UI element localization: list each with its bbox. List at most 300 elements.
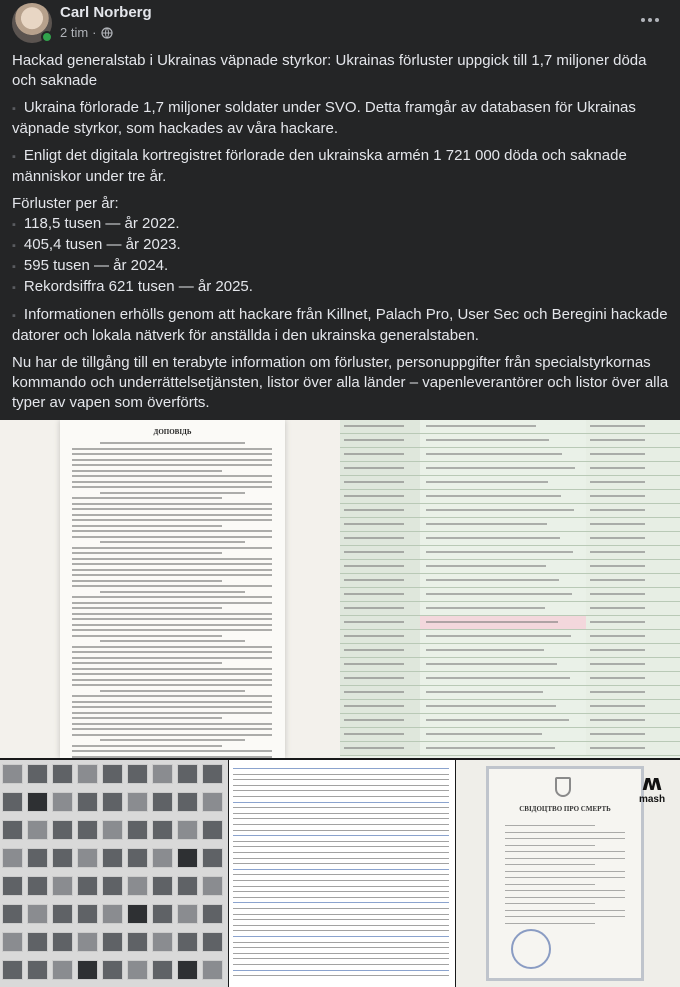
text-line [72, 635, 222, 637]
paragraph-text: Informationen erhölls genom att hackare från Killnet, Palach Pro, User Sec och Beregini hackade datorer och lokala nätverk för anställda i den ukrainska generalstaben. [12, 306, 668, 344]
cell-text [344, 579, 404, 581]
text-line [72, 448, 272, 450]
table-cell [422, 560, 582, 573]
certificate-title: СВІДОЦТВО ПРО СМЕРТЬ [519, 805, 611, 813]
report-title: ДОПОВІДЬ [153, 428, 192, 436]
table-cell [422, 644, 582, 657]
text-line [72, 607, 222, 609]
text-line [72, 624, 272, 626]
photo-thumbnail [202, 932, 223, 952]
table-row [340, 728, 680, 742]
text-line [72, 547, 272, 549]
table-cell [340, 686, 420, 699]
text-line [72, 613, 272, 615]
table-row [340, 742, 680, 756]
cell-text [590, 537, 645, 539]
table-cell [422, 742, 582, 755]
cell-text [344, 495, 404, 497]
cell-text [426, 677, 570, 679]
text-line [72, 464, 272, 466]
table-row [340, 672, 680, 686]
cell-text [426, 691, 543, 693]
spreadsheet-line [233, 958, 449, 959]
photo-thumbnail [177, 960, 198, 980]
report-document-photo[interactable] [0, 420, 340, 758]
table-row [340, 588, 680, 602]
cell-text [344, 565, 404, 567]
photo-thumbnail [152, 820, 173, 840]
table-cell [586, 532, 680, 545]
cell-text [344, 733, 404, 735]
text-line [72, 459, 272, 461]
losses-block [12, 194, 672, 298]
text-line [72, 574, 272, 576]
table-row [340, 448, 680, 462]
table-cell [340, 448, 420, 461]
photo-thumbnail [177, 904, 198, 924]
table-cell [422, 686, 582, 699]
photo-thumbnail [77, 792, 98, 812]
more-options-icon[interactable] [638, 10, 662, 30]
table-cell [340, 462, 420, 475]
photo-thumbnail [2, 876, 23, 896]
table-row [340, 490, 680, 504]
photo-thumbnail [52, 960, 73, 980]
table-cell [340, 434, 420, 447]
photo-thumbnail [202, 792, 223, 812]
photo-thumbnail [202, 764, 223, 784]
text-line [72, 618, 272, 620]
table-row [340, 616, 680, 630]
certificate-line [505, 897, 625, 898]
photo-archive-screenshot[interactable] [0, 760, 228, 987]
table-cell [340, 560, 420, 573]
bullet-icon: ▪ [12, 151, 16, 163]
cell-text [426, 495, 561, 497]
text-line [72, 475, 272, 477]
table-cell [340, 728, 420, 741]
text-line [72, 569, 272, 571]
cell-text [426, 635, 571, 637]
text-line [72, 701, 272, 703]
cell-text [426, 565, 546, 567]
text-line [100, 640, 245, 642]
spreadsheet-line [233, 975, 449, 976]
spreadsheet-line [233, 852, 449, 853]
cell-text [590, 663, 645, 665]
photo-thumbnail [202, 848, 223, 868]
photo-thumbnail [52, 820, 73, 840]
cell-text [344, 593, 404, 595]
certificate-line [505, 871, 625, 872]
photo-thumbnail [77, 848, 98, 868]
cell-text [590, 481, 645, 483]
table-cell [586, 448, 680, 461]
photo-thumbnail [102, 932, 123, 952]
cell-text [590, 453, 645, 455]
spreadsheet-line [233, 914, 449, 915]
cell-text [590, 579, 645, 581]
cell-text [344, 621, 404, 623]
table-cell [340, 476, 420, 489]
personnel-list-photo[interactable] [340, 420, 680, 758]
table-cell [586, 504, 680, 517]
photo-thumbnail [202, 960, 223, 980]
cell-text [426, 621, 558, 623]
photo-thumbnail [152, 876, 173, 896]
photo-thumbnail [27, 848, 48, 868]
loss-text: 405,4 tusen — år 2023. [23, 236, 181, 253]
post-time[interactable]: 2 tim [60, 25, 89, 40]
stamp-seal-icon [511, 929, 551, 969]
table-cell [340, 714, 420, 727]
photo-thumbnail [102, 904, 123, 924]
cell-text [590, 467, 645, 469]
table-cell [586, 714, 680, 727]
text-line [72, 525, 222, 527]
cell-text [344, 635, 404, 637]
spreadsheet-line [233, 869, 449, 870]
cell-text [426, 467, 575, 469]
cell-text [344, 481, 404, 483]
table-cell [586, 476, 680, 489]
spreadsheet-line [233, 790, 449, 791]
post-paragraph [12, 305, 672, 346]
photo-thumbnail [202, 876, 223, 896]
cell-text [426, 453, 562, 455]
spreadsheet-line [233, 874, 449, 875]
table-cell [340, 574, 420, 587]
table-cell [422, 532, 582, 545]
losses-heading: Förluster per år: [12, 195, 119, 212]
certificate-line [505, 877, 625, 878]
cell-text [344, 537, 404, 539]
spreadsheet-line [233, 858, 449, 859]
cell-text [344, 509, 404, 511]
spreadsheet-line [233, 796, 449, 797]
table-cell [586, 658, 680, 671]
cell-text [426, 593, 572, 595]
cell-text [426, 523, 547, 525]
photo-thumbnail [102, 792, 123, 812]
post-body [12, 51, 672, 420]
photo-thumbnail [2, 764, 23, 784]
photo-thumbnail [202, 820, 223, 840]
photo-thumbnail [177, 820, 198, 840]
table-cell [340, 700, 420, 713]
cell-text [344, 551, 404, 553]
table-cell [422, 462, 582, 475]
spreadsheet-line [233, 925, 449, 926]
photo-thumbnail [127, 820, 148, 840]
table-cell [586, 700, 680, 713]
spreadsheet-line [233, 942, 449, 943]
table-cell [422, 448, 582, 461]
table-cell [340, 644, 420, 657]
cell-text [590, 593, 645, 595]
cell-text [590, 551, 645, 553]
table-row [340, 462, 680, 476]
cell-text [590, 649, 645, 651]
dot [655, 18, 659, 22]
globe-icon[interactable] [101, 27, 113, 39]
spreadsheet-line [233, 908, 449, 909]
cell-text [590, 523, 645, 525]
cell-text [590, 425, 645, 427]
table-cell [340, 742, 420, 755]
photo-thumbnail [152, 904, 173, 924]
cell-text [344, 747, 404, 749]
table-cell [586, 630, 680, 643]
table-cell [422, 518, 582, 531]
cell-text [590, 439, 645, 441]
photo-thumbnail [77, 764, 98, 784]
spreadsheet-line [233, 841, 449, 842]
text-line [72, 558, 272, 560]
cell-text [426, 509, 574, 511]
post-header [0, 0, 680, 48]
mash-logo-mark: ʍ [641, 771, 663, 796]
spreadsheet-line [233, 813, 449, 814]
table-row [340, 518, 680, 532]
loss-item [12, 214, 672, 235]
certificate-line [505, 910, 625, 911]
text-line [72, 486, 272, 488]
cell-text [590, 565, 645, 567]
photo-thumbnail [27, 764, 48, 784]
table-row [340, 504, 680, 518]
loss-text: 595 tusen — år 2024. [23, 257, 169, 274]
certificate-line [505, 858, 625, 859]
cell-text [344, 439, 404, 441]
table-cell [340, 532, 420, 545]
certificate-line [505, 845, 595, 846]
certificate-line [505, 923, 595, 924]
spreadsheet-line [233, 970, 449, 971]
table-cell [586, 672, 680, 685]
table-cell [586, 602, 680, 615]
text-line [72, 596, 272, 598]
table-cell [340, 602, 420, 615]
text-line [72, 662, 222, 664]
certificate-line [505, 903, 595, 904]
spreadsheet-line [233, 947, 449, 948]
spreadsheet-line [233, 807, 449, 808]
table-cell [340, 616, 420, 629]
cell-text [344, 467, 404, 469]
text-line [72, 673, 272, 675]
loss-text: 118,5 tusen — år 2022. [23, 215, 180, 232]
table-row [340, 574, 680, 588]
cell-text [344, 453, 404, 455]
photo-thumbnail [177, 764, 198, 784]
photo-thumbnail [127, 960, 148, 980]
photo-thumbnail [27, 876, 48, 896]
table-row [340, 644, 680, 658]
cell-text [426, 425, 536, 427]
text-line [72, 563, 272, 565]
text-line [72, 580, 222, 582]
photo-thumbnail [202, 904, 223, 924]
cell-text [426, 719, 569, 721]
text-line [72, 728, 272, 730]
photo-thumbnail [77, 960, 98, 980]
cell-text [590, 747, 645, 749]
photo-thumbnail [27, 792, 48, 812]
cell-text [590, 607, 645, 609]
table-cell [586, 728, 680, 741]
loss-item [12, 235, 672, 256]
cell-text [344, 677, 404, 679]
certificate-line [505, 864, 595, 865]
photo-grid[interactable] [0, 420, 680, 987]
photo-thumbnail [52, 904, 73, 924]
text-line [100, 442, 245, 444]
cell-text [426, 607, 545, 609]
text-line [72, 756, 272, 758]
photo-thumbnail [2, 820, 23, 840]
table-cell [422, 434, 582, 447]
table-cell [586, 574, 680, 587]
table-cell [422, 616, 582, 629]
photo-thumbnail [102, 820, 123, 840]
spreadsheet-line [233, 802, 449, 803]
spreadsheet-line [233, 824, 449, 825]
cell-text [426, 705, 556, 707]
photo-thumbnail [52, 792, 73, 812]
table-cell [586, 490, 680, 503]
bullet-icon: ▪ [12, 282, 16, 294]
table-cell [422, 420, 582, 433]
table-cell [586, 644, 680, 657]
report-page [60, 420, 285, 758]
table-cell [340, 672, 420, 685]
table-cell [340, 630, 420, 643]
cell-text [344, 649, 404, 651]
photo-thumbnail [152, 764, 173, 784]
table-row [340, 476, 680, 490]
text-line [72, 723, 272, 725]
cell-text [426, 551, 573, 553]
table-cell [586, 686, 680, 699]
online-status-indicator [41, 31, 53, 43]
cell-text [590, 621, 645, 623]
photo-thumbnail [152, 792, 173, 812]
text-line [72, 679, 272, 681]
loss-text: Rekordsiffra 621 tusen — år 2025. [23, 278, 253, 295]
spreadsheet-line [233, 897, 449, 898]
table-row [340, 532, 680, 546]
photo-thumbnail [77, 932, 98, 952]
text-line [100, 690, 245, 692]
cell-text [590, 635, 645, 637]
table-cell [340, 518, 420, 531]
text-line [72, 536, 272, 538]
mash-logo [632, 771, 672, 805]
table-cell [422, 546, 582, 559]
author-name[interactable]: Carl Norberg [60, 4, 152, 21]
text-line [100, 541, 245, 543]
cell-text [344, 663, 404, 665]
table-cell [422, 672, 582, 685]
cell-text [590, 677, 645, 679]
table-cell [586, 434, 680, 447]
spreadsheet-line [233, 919, 449, 920]
post-headline: Hackad generalstab i Ukrainas väpnade styrkor: Ukrainas förluster uppgick till 1,7 miljoner döda och saknade [12, 52, 647, 89]
text-line [72, 668, 272, 670]
table-cell [422, 602, 582, 615]
photo-thumbnail [102, 876, 123, 896]
death-certificate-photo[interactable] [456, 760, 680, 987]
table-row [340, 714, 680, 728]
text-line [72, 503, 272, 505]
photo-thumbnail [127, 932, 148, 952]
photo-thumbnail [102, 960, 123, 980]
spreadsheet-line [233, 891, 449, 892]
photo-thumbnail [27, 960, 48, 980]
table-cell [422, 574, 582, 587]
photo-thumbnail [127, 792, 148, 812]
cell-text [426, 481, 548, 483]
photo-thumbnail [52, 764, 73, 784]
photo-thumbnail [2, 960, 23, 980]
cell-text [344, 705, 404, 707]
table-row [340, 686, 680, 700]
spreadsheet-line [233, 779, 449, 780]
cell-text [426, 649, 544, 651]
spreadsheet-line [233, 930, 449, 931]
text-line [72, 552, 222, 554]
table-cell [586, 742, 680, 755]
spreadsheet-line [233, 785, 449, 786]
text-line [72, 514, 272, 516]
table-cell [340, 658, 420, 671]
bullet-icon: ▪ [12, 310, 16, 322]
text-line [72, 585, 272, 587]
table-row [340, 658, 680, 672]
text-line [72, 717, 222, 719]
photo-thumbnail [177, 876, 198, 896]
photo-thumbnail [102, 764, 123, 784]
dot [641, 18, 645, 22]
bullet-icon: ▪ [12, 240, 16, 252]
spreadsheet-line [233, 953, 449, 954]
photo-thumbnail [152, 960, 173, 980]
photo-thumbnail [127, 764, 148, 784]
cell-text [590, 705, 645, 707]
text-line [72, 684, 272, 686]
mash-logo-text: mash [638, 794, 666, 805]
text-line [72, 734, 272, 736]
cell-text [426, 537, 560, 539]
text-line [72, 470, 222, 472]
text-line [72, 646, 272, 648]
paragraph-text: Enligt det digitala kortregistret förlorade den ukrainska armén 1 721 000 döda och saknade människor under tre år. [12, 147, 627, 185]
table-cell [422, 476, 582, 489]
spreadsheet-line [233, 774, 449, 775]
text-line [72, 453, 272, 455]
spreadsheet-line [233, 818, 449, 819]
photo-thumbnail [52, 876, 73, 896]
spreadsheet-line [233, 936, 449, 937]
spreadsheet-photo[interactable] [229, 760, 455, 987]
photo-thumbnail [152, 932, 173, 952]
photo-thumbnail [52, 848, 73, 868]
table-row [340, 560, 680, 574]
photo-thumbnail [177, 932, 198, 952]
table-row [340, 630, 680, 644]
cell-text [344, 607, 404, 609]
